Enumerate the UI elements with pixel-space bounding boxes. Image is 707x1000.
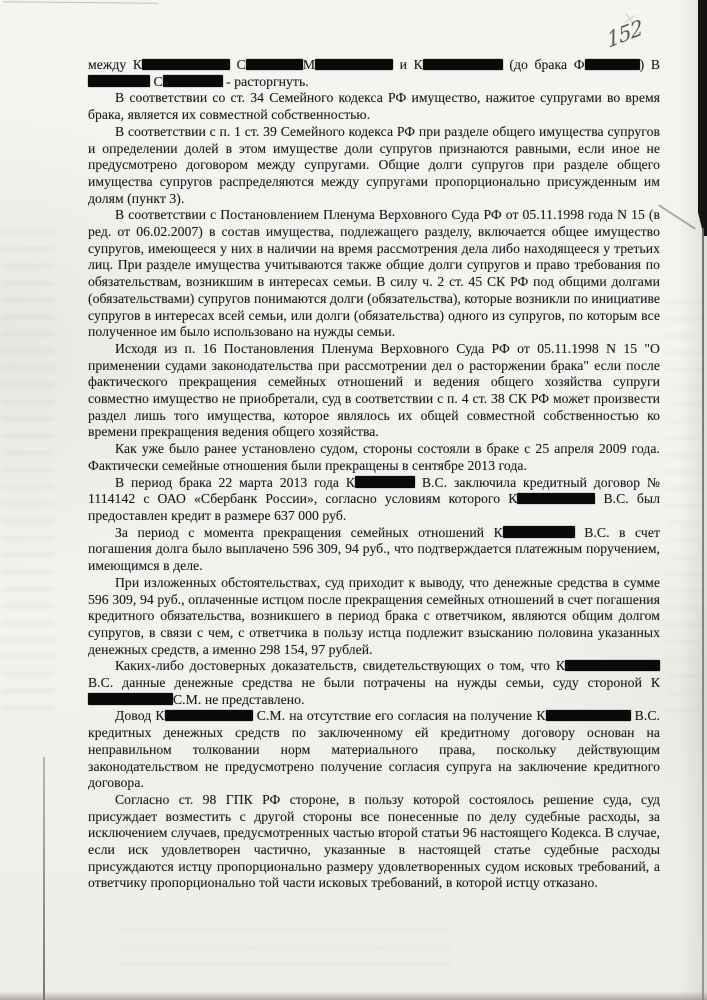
paragraph: между К С М и К (до брака Ф ) В С - расторгнуть.: [88, 57, 661, 89]
redaction-bar: [246, 59, 303, 71]
paragraph: При изложенных обстоятельствах, суд приходит к выводу, что денежные средства в сумме 596 309, 94 руб., оплаченные истцом после прекращения семейных отношений в счет погашения кредитного обязательства, возникшего в период брака с ответчиком, являются общим долгом супругов, в связи с чем, с ответчика в пользу истца подлежит взысканию половина указанных денежных средств, а именно 298 154, 97 рублей.: [88, 574, 660, 657]
paragraph: В соответствии с п. 1 ст. 39 Семейного кодекса РФ при разделе общего имущества супругов и определении долей в этом имуществе доли супругов признаются равными, если иное не предусмотрено договором между супругами. Общие долги супругов при разделе общего имущества супругов распределяются между супругами пропорционально присужденным им долям (пункт 3).: [88, 123, 660, 206]
bleed-through-ghost: [120, 928, 450, 968]
scan-top-edge-line: [3, 1, 158, 4]
paper-crease-left: [43, 757, 45, 1000]
redaction-bar: [142, 59, 230, 71]
bleed-through-ghost: [2, 230, 54, 710]
scan-bottom-shadow: [0, 991, 707, 1000]
paragraph: В период брака 22 марта 2013 года К В.С. заключила кредитный договор № 1114142 с ОАО «Сбербанк России», согласно условиям которого К В.С. был предоставлен кредит в размере 637 000 руб.: [88, 474, 661, 523]
scan-right-edge-line: [702, 228, 704, 1000]
document-text: [88, 57, 660, 892]
redaction-bar: [355, 476, 415, 488]
paragraph: В соответствии с Постановлением Пленума Верховного Суда РФ от 05.11.1998 года N 15 (в ред. от 06.02.2007) в состав имущества, подлежащего разделу, включается общее имущество супругов, имеющееся у них в наличии на время рассмотрения дела либо находящееся у третьих лиц. При разделе имущества учитываются также общие долги супругов и право требования по обязательствам, возникшим в интересах семьи. В силу ч. 2 ст. 45 СК РФ под общими долгами (обязательствами) супругов понимаются долги (обязательства), которые возникли по инициативе супругов в интересах всей семьи, или долги (обязательства) одного из супругов, по которым все полученное им было использовано на нужды семьи.: [88, 207, 660, 340]
handwritten-page-number: 152: [605, 15, 644, 53]
redaction-bar: [517, 493, 595, 505]
redaction-bar: [423, 59, 503, 71]
redaction-bar: [585, 59, 640, 71]
paragraph: Каких-либо достоверных доказательств, свидетельствующих о том, что К В.С. данные денежные средства не были потрачены на нужды семьи, суду стороной КС.М. не представлено.: [88, 658, 660, 707]
paragraph: В соответствии со ст. 34 Семейного кодекса РФ имущество, нажитое супругами во время брака, является их совместной собственностью.: [88, 90, 660, 123]
paragraph: Исходя из п. 16 Постановления Пленума Верховного Суда РФ от 05.11.1998 N 15 "О применении судами законодательства при рассмотрении дел о расторжении брака" если после фактического прекращения семейных отношений и ведения общего хозяйства супруги совместно имущество не приобретали, суд в соответствии с п. 4 ст. 38 СК РФ может произвести раздел лишь того имущества, которое являлось их общей совместной собственностью ко времени прекращения ведения общего хозяйства.: [88, 340, 660, 440]
scan-right-black-edge: [698, 0, 707, 236]
redaction-bar: [88, 75, 150, 87]
redaction-bar: [503, 526, 575, 538]
paragraph: Довод К С.М. на отсутствие его согласия на получение К В.С. кредитных денежных средств по заключенному ей кредитному договору основан на неправильном толковании норм материального права, поскольку действующим законодательством не предусмотрено получение согласия супруга на заключение кредитного договора.: [88, 708, 660, 791]
redaction-bar: [165, 710, 253, 722]
redaction-bar: [88, 693, 173, 705]
paragraph: За период с момента прекращения семейных отношений К В.С. в счет погашения долга было выплачено 596 309, 94 руб., что подтверждается платежным поручением, имеющимся в деле.: [88, 524, 660, 574]
paragraph: Согласно ст. 98 ГПК РФ стороне, в пользу которой состоялось решение суда, суд присуждает возместить с другой стороны все понесенные по делу судебные расходы, за исключением случаев, предусмотренных частью второй статьи 96 настоящего Кодекса. В случае, если иск удовлетворен частично, указанные в настоящей статье судебные расходы присуждаются истцу пропорционально размеру удовлетворенных судом исковых требований, а ответчику пропорционально той части исковых требований, в которой истцу отказано.: [88, 791, 660, 891]
redaction-bar: [565, 660, 660, 672]
redaction-bar: [163, 75, 223, 87]
paragraph: Как уже было ранее установлено судом, стороны состояли в браке с 25 апреля 2009 года. Фактически семейные отношения были прекращены в сентябре 2013 года.: [88, 441, 660, 473]
redaction-bar: [315, 59, 393, 71]
redaction-bar: [546, 710, 631, 722]
